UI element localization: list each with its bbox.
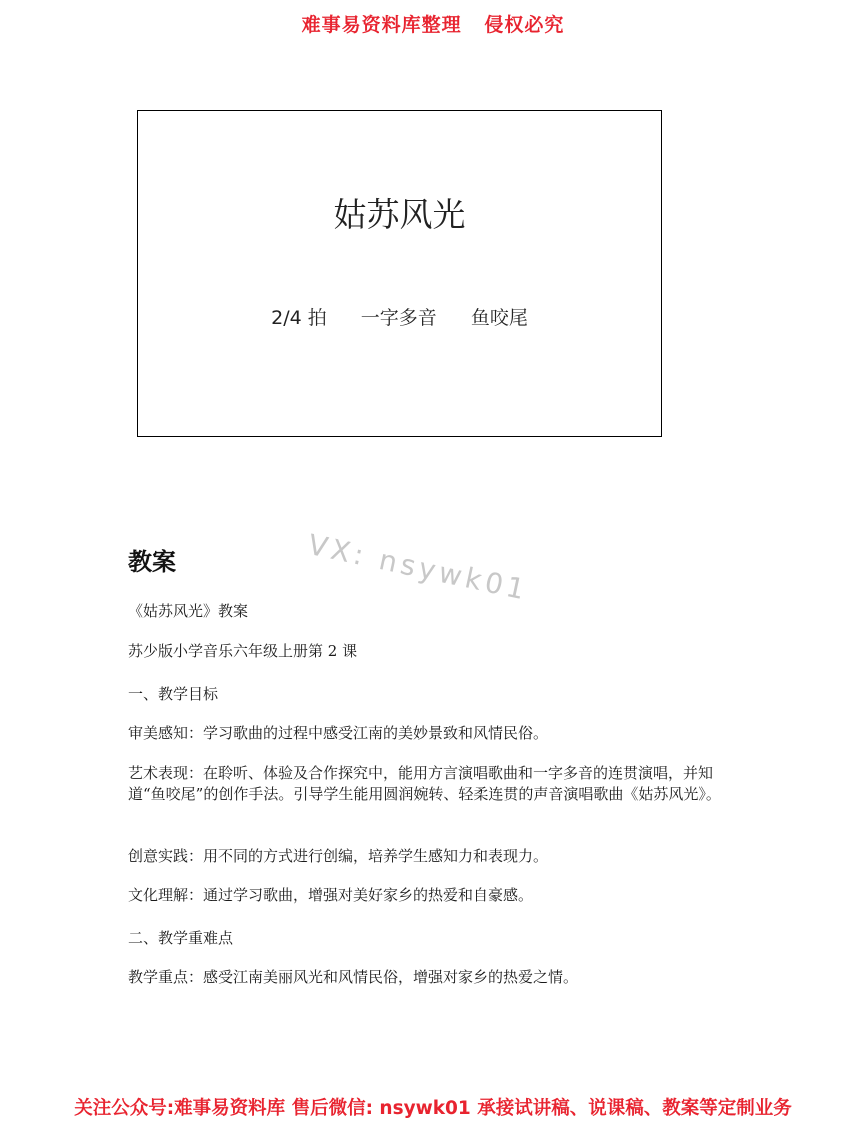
paragraph-artistic: 艺术表现：在聆听、体验及合作探究中，能用方言演唱歌曲和一字多音的连贯演唱，并知道“鱼咬尾”的创作手法。引导学生能用圆润婉转、轻柔连贯的声音演唱歌曲《姑苏风光》。 — [128, 764, 721, 803]
tag-meter: 2/4 拍 — [271, 307, 327, 329]
tag-fish-bite-tail: 鱼咬尾 — [470, 307, 528, 329]
paragraph-course-info: 苏少版小学音乐六年级上册第 2 课 — [128, 642, 358, 660]
header-banner: 难事易资料库整理 侵权必究 — [301, 14, 565, 36]
paragraph-creative: 创意实践：用不同的方式进行创编，培养学生感知力和表现力。 — [128, 847, 549, 865]
paragraph-section-goals: 一、教学目标 — [128, 685, 219, 703]
section-heading: 教案 — [128, 548, 176, 576]
tag-melisma: 一字多音 — [360, 307, 437, 329]
slide-frame — [137, 110, 662, 437]
slide-title: 姑苏风光 — [333, 195, 466, 234]
paragraph-key-focus: 教学重点：感受江南美丽风光和风情民俗，增强对家乡的热爱之情。 — [128, 968, 579, 986]
footer-banner: 关注公众号:难事易资料库 售后微信: nsywk01 承接试讲稿、说课稿、教案等定制业务 — [74, 1098, 792, 1119]
paragraph-section-keypoints: 二、教学重难点 — [128, 929, 234, 947]
slide-tags — [138, 303, 661, 330]
paragraph-aesthetic: 审美感知：学习歌曲的过程中感受江南的美妙景致和风情民俗。 — [128, 724, 549, 742]
watermark: VX: nsywk01 — [305, 528, 532, 607]
paragraph-cultural: 文化理解：通过学习歌曲，增强对美好家乡的热爱和自豪感。 — [128, 886, 534, 904]
paragraph-lesson-title: 《姑苏风光》教案 — [128, 602, 249, 620]
